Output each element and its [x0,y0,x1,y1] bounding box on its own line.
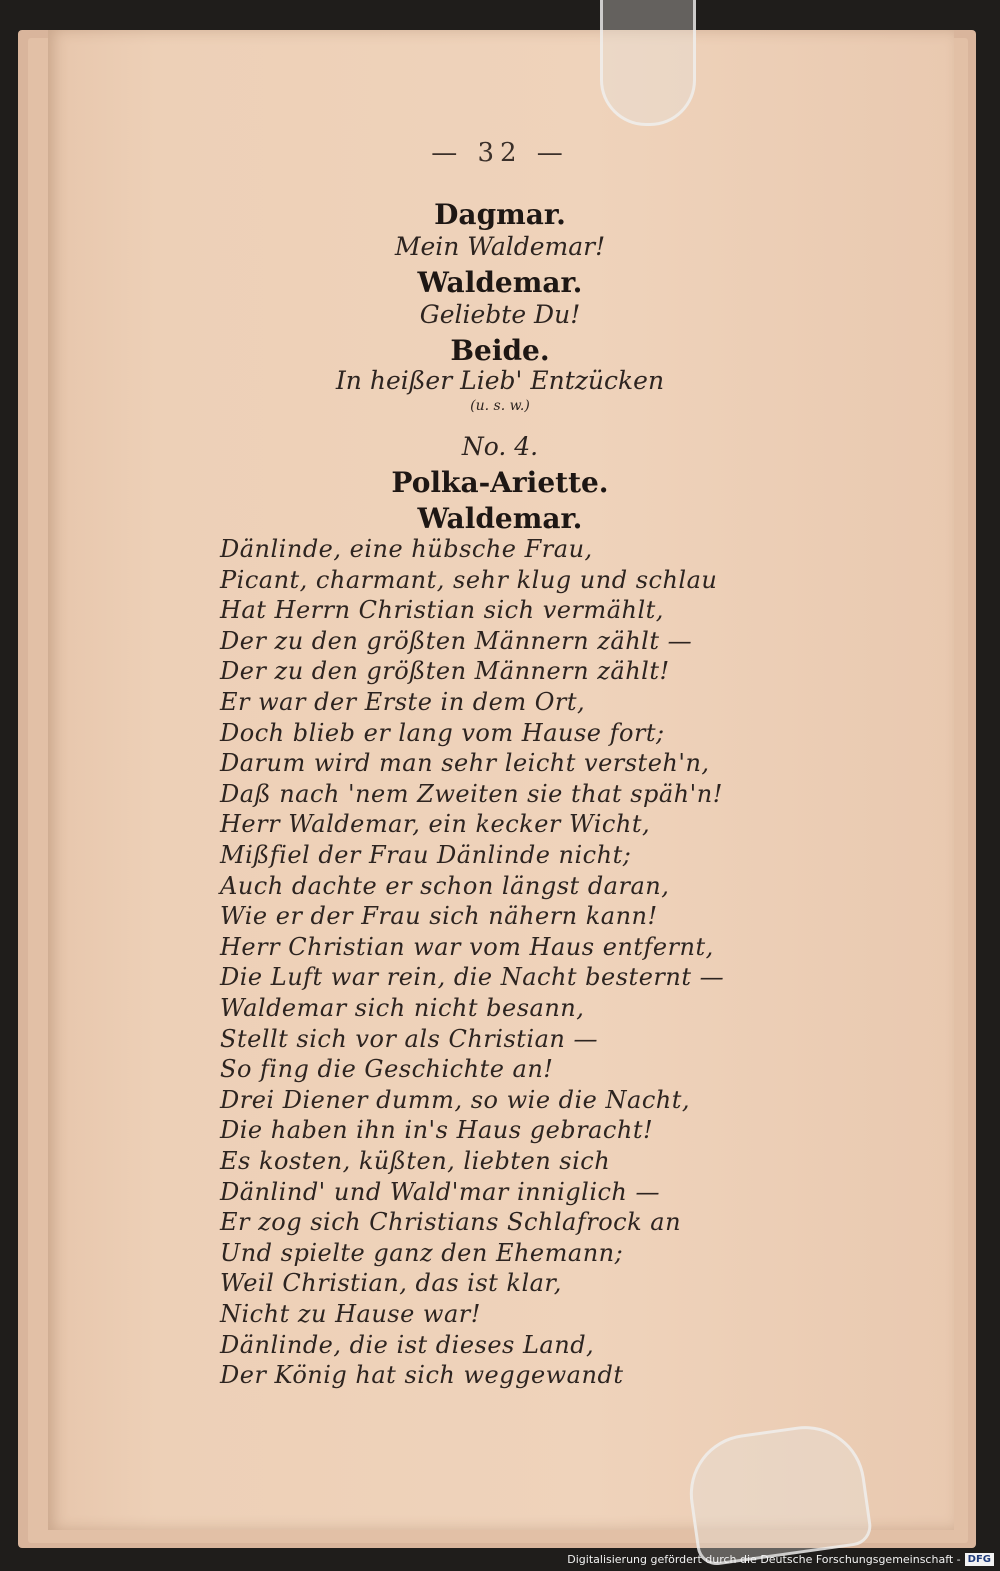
verse-line: Dänlinde, eine hübsche Frau, [220,535,593,563]
verse-line: Darum wird man sehr leicht versteh'n, [220,749,710,778]
verse-line: Drei Diener dumm, so wie die Nacht, [220,1085,690,1114]
verse-line: Der König hat sich weggewandt [220,1361,624,1390]
page-clip-top [600,0,696,126]
footer-text: Digitalisierung gefördert durch die Deutsche Forschungsgemeinschaft - [567,1552,961,1566]
verse-line: Waldemar sich nicht besann, [220,994,585,1022]
line-dagmar: Mein Waldemar! [394,232,606,261]
verse-line: Dänlind' und Wald'mar inniglich — [220,1177,661,1206]
speaker-waldemar: Waldemar. [417,266,583,299]
line-beide: In heißer Lieb' Entzücken [335,366,665,395]
number-heading: No. 4. [461,432,539,461]
verse-line: Herr Christian war vom Haus entfernt, [220,932,714,961]
verse-line: So fing die Geschichte an! [220,1055,554,1084]
footer [567,1549,994,1569]
verse-line: Nicht zu Hause war! [220,1300,481,1328]
verse-line: Die haben ihn in's Haus gebracht! [220,1116,654,1145]
speaker-beide: Beide. [450,334,550,367]
verse-line: Stellt sich vor als Christian — [220,1024,598,1053]
verse-line: Und spielte ganz den Ehemann; [220,1238,624,1267]
song-title: Polka-Ariette. [391,466,609,499]
verse-line: Wie er der Frau sich nähern kann! [220,902,658,931]
verse-line: Er zog sich Christians Schlafrock an [220,1208,682,1237]
verse-line: Dänlinde, die ist dieses Land, [220,1330,595,1359]
dfg-logo: DFG [965,1553,994,1566]
verse-line: Mißfiel der Frau Dänlinde nicht; [220,841,632,869]
verse-line: Picant, charmant, sehr klug und schlau [220,565,718,594]
line-note: (u. s. w.) [470,398,530,414]
verse-line: Der zu den größten Männern zählt! [220,657,670,686]
verse-line: Weil Christian, das ist klar, [220,1269,562,1298]
verse-line: Daß nach 'nem Zweiten sie that späh'n! [220,779,723,808]
page-number: — 32 — [431,138,569,168]
verse-line: Die Luft war rein, die Nacht besternt — [220,963,725,992]
verse-line: Es kosten, küßten, liebten sich [220,1147,611,1175]
speaker-dagmar: Dagmar. [434,198,566,231]
line-waldemar: Geliebte Du! [419,300,581,329]
verse-line: Hat Herrn Christian sich vermählt, [220,596,664,625]
speaker-waldemar-2: Waldemar. [417,502,583,535]
verse-line: Auch dachte er schon längst daran, [220,871,670,900]
verse-line: Doch blieb er lang vom Hause fort; [220,718,665,747]
verse-line: Der zu den größten Männern zählt — [220,626,693,655]
verse-line: Er war der Erste in dem Ort, [220,688,586,716]
verse-line: Herr Waldemar, ein kecker Wicht, [220,810,651,839]
